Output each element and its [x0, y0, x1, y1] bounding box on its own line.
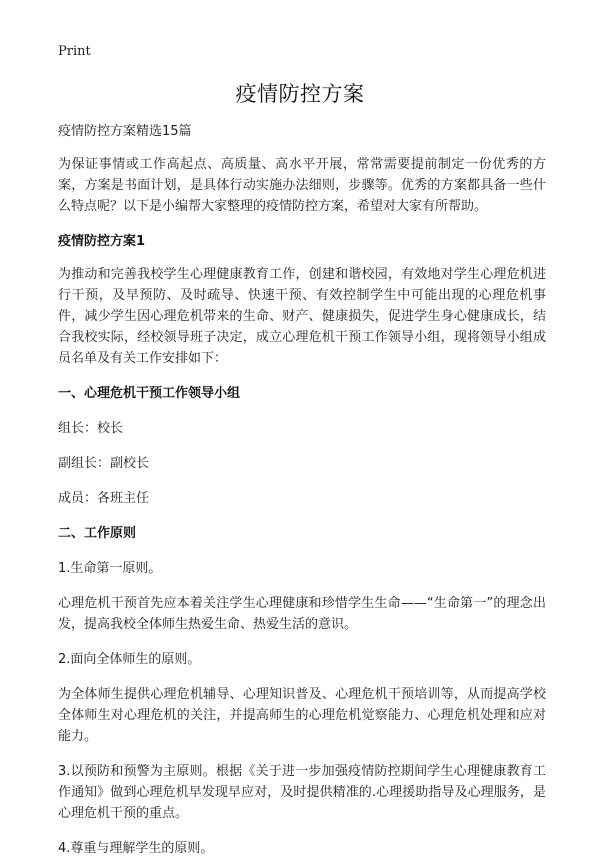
document-body	[58, 121, 546, 859]
subtitle: 疫情防控方案精选15篇	[58, 124, 192, 139]
section-paragraph: 为推动和完善我校学生心理健康教育工作，创建和谐校园，有效地对学生心理危机进行干预，及早预防、及时疏导、快速干预、有效控制学生中可能出现的心理危机事件，减少学生因心理危机带来的生命、财产、健康损失，促进学生身心健康成长，结合我校实际，经校领导班子决定，成立心理危机干预工作领导小组，现将领导小组成员名单及有关工作安排如下：	[58, 267, 546, 366]
heading-leadership-group: 一、心理危机干预工作领导小组	[58, 386, 241, 401]
intro-paragraph: 为保证事情或工作高起点、高质量、高水平开展，常常需要提前制定一份优秀的方案，方案是书面计划，是具体行动实施办法细则，步骤等。优秀的方案都具备一些什么特点呢？以下是小编帮大家整理的疫情防控方案，希望对大家有所帮助。	[58, 157, 546, 214]
principle-2-title: 2.面向全体师生的原则。	[58, 652, 201, 667]
vice-leader-line: 副组长：副校长	[58, 456, 150, 471]
section-heading: 疫情防控方案1	[58, 234, 146, 249]
print-link[interactable]: Print	[58, 44, 91, 59]
heading-principles: 二、工作原则	[58, 526, 137, 541]
leader-line: 组长：校长	[58, 421, 124, 436]
principle-1-text: 心理危机干预首先应本着关注学生心理健康和珍惜学生生命——“生命第一”的理念出发，提高我校全体师生热爱生命、热爱生活的意识。	[58, 596, 546, 632]
principle-3-text: 3.以预防和预警为主原则。根据《关于进一步加强疫情防控期间学生心理健康教育工作通知》做到心理危机早发现早应对，及时提供精准的.心理援助指导及心理服务，是心理危机干预的重点。	[58, 764, 546, 821]
page-title: 疫情防控方案	[235, 82, 365, 106]
principle-2-text: 为全体师生提供心理危机辅导、心理知识普及、心理危机干预培训等，从而提高学校全体师生对心理危机的关注，并提高师生的心理危机觉察能力、心理危机处理和应对能力。	[58, 687, 546, 744]
members-line: 成员：各班主任	[58, 491, 150, 506]
principle-1-title: 1.生命第一原则。	[58, 561, 162, 576]
principle-4-title: 4.尊重与理解学生的原则。	[58, 841, 214, 856]
